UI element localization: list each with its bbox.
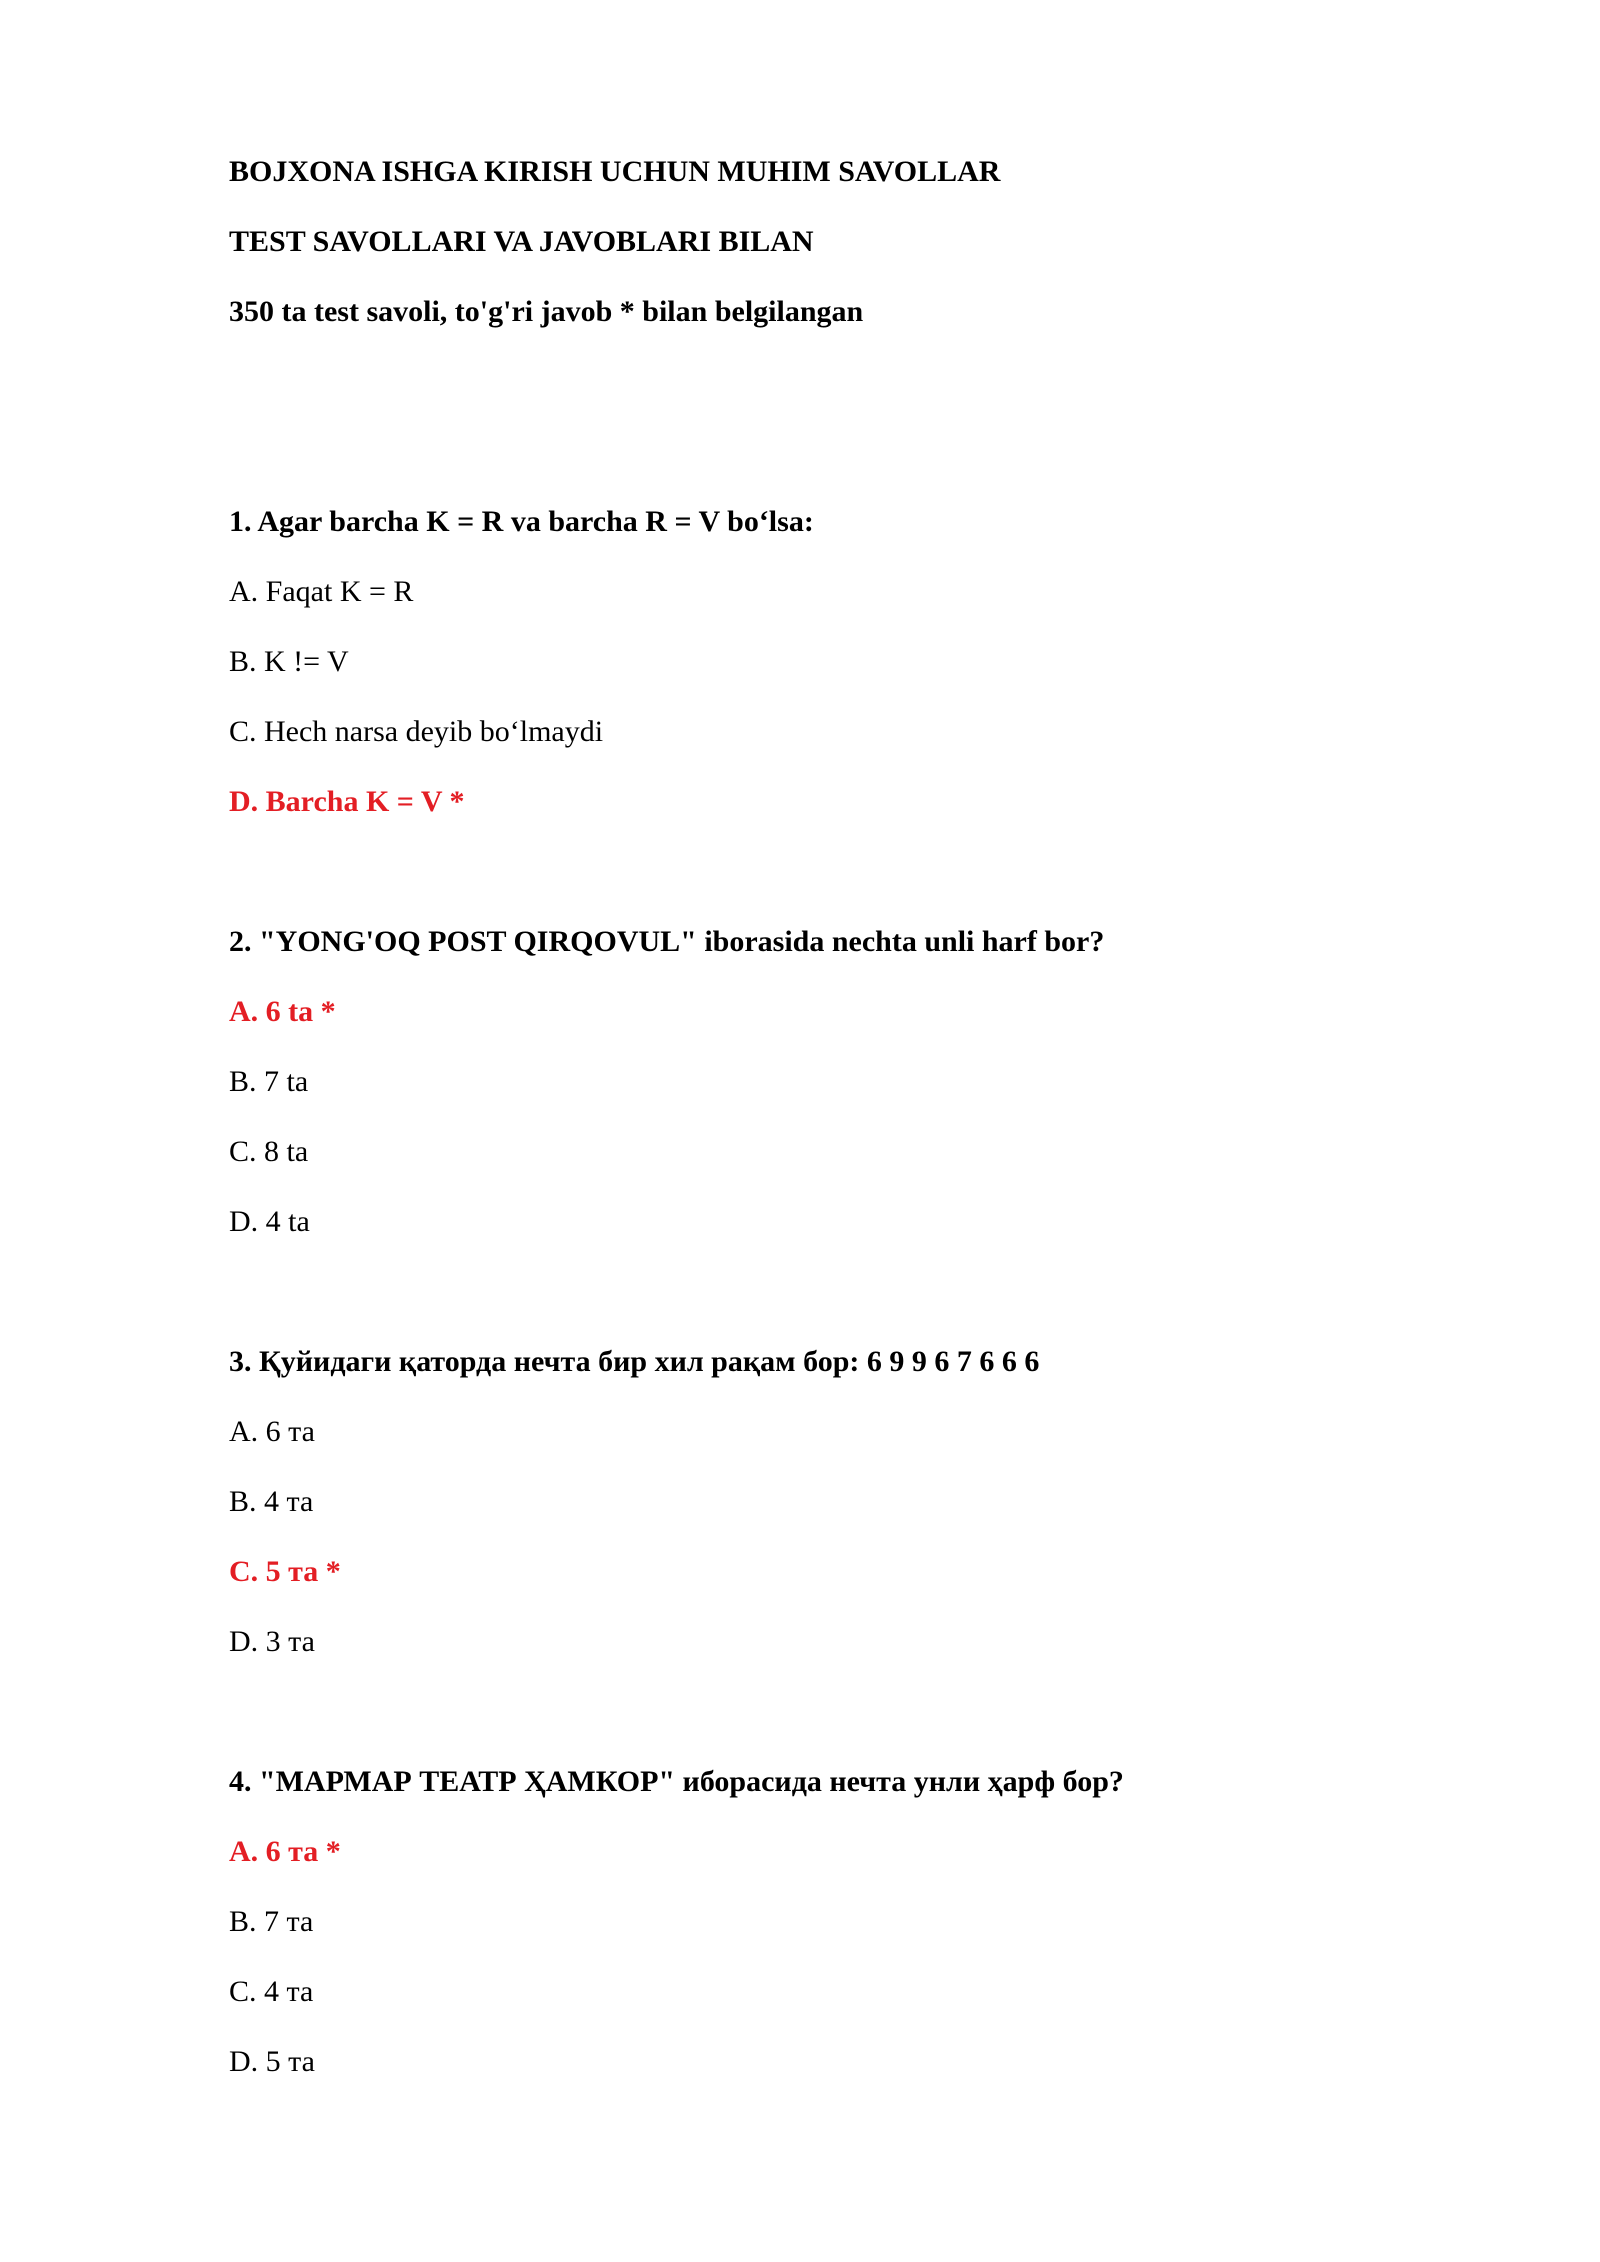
- answer-option: A. Faqat K = R: [229, 575, 414, 608]
- correct-answer-option: D. Barcha K = V *: [229, 785, 465, 818]
- answer-option: C. 4 та: [229, 1975, 314, 2008]
- answer-option: D. 5 та: [229, 2045, 315, 2078]
- answer-option: C. 8 ta: [229, 1135, 309, 1168]
- answer-option: B. 7 ta: [229, 1065, 309, 1098]
- answer-option: C. Hech narsa deyib bo‘lmaydi: [229, 715, 604, 748]
- answer-option: B. 4 та: [229, 1485, 314, 1518]
- document-title: BOJXONA ISHGA KIRISH UCHUN MUHIM SAVOLLAR: [229, 155, 1001, 188]
- question-text: 3. Қуйидаги қаторда нечта бир хил рақам бор: 6 9 9 6 7 6 6 6: [229, 1345, 1040, 1378]
- answer-option: A. 6 та: [229, 1415, 315, 1448]
- answer-option: B. 7 та: [229, 1905, 314, 1938]
- answer-option: D. 3 та: [229, 1625, 315, 1658]
- document-subtitle: 350 ta test savoli, to'g'ri javob * bilan belgilangan: [229, 295, 864, 328]
- question-text: 2. "YONG'OQ POST QIRQOVUL" iborasida nechta unli harf bor?: [229, 925, 1105, 958]
- correct-answer-option: A. 6 ta *: [229, 995, 336, 1028]
- correct-answer-option: A. 6 та *: [229, 1835, 341, 1868]
- correct-answer-option: C. 5 та *: [229, 1555, 341, 1588]
- answer-option: D. 4 ta: [229, 1205, 310, 1238]
- document-title-line-2: TEST SAVOLLARI VA JAVOBLARI BILAN: [229, 225, 814, 258]
- question-text: 1. Agar barcha K = R va barcha R = V bo‘lsa:: [229, 505, 814, 538]
- question-text: 4. "МАРМАР ТЕАТР ҲАМКОР" иборасида нечта унли ҳарф бор?: [229, 1765, 1124, 1798]
- answer-option: B. K != V: [229, 645, 349, 678]
